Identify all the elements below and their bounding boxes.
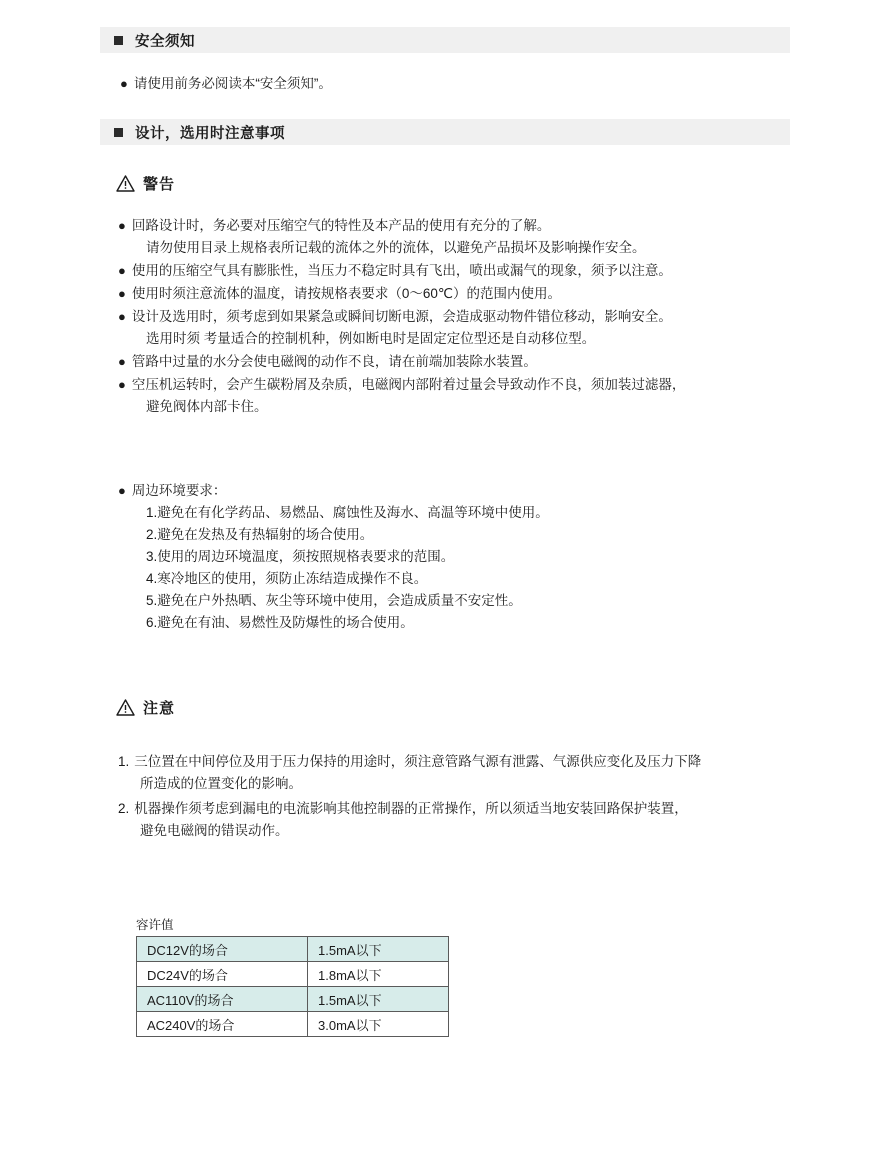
safety-note-text: 请使用前务必阅读本“安全须知”。 (133, 76, 332, 91)
table-cell-voltage: DC12V的场合 (137, 937, 308, 962)
environment-item: 1.避免在有化学药品、易燃品、腐蚀性及海水、高温等环境中使用。 (146, 505, 549, 520)
table-cell-value: 1.8mA以下 (308, 962, 449, 987)
caution-item-subtext: 所造成的位置变化的影响。 (140, 776, 302, 791)
section-header-safety (100, 27, 790, 53)
warning-item (118, 215, 838, 237)
caution-item-subtext: 避免电磁阀的错误动作。 (140, 823, 289, 838)
round-bullet-icon: ● (118, 218, 126, 233)
table-cell-value: 1.5mA以下 (308, 987, 449, 1012)
warning-item-subtext: 请勿使用目录上规格表所记载的流体之外的流体，以避免产品损坏及影响操作安全。 (146, 240, 646, 255)
table-cell-value: 3.0mA以下 (308, 1012, 449, 1037)
warning-item-text: 使用时须注意流体的温度，请按规格表要求（0～60℃）的范围内使用。 (131, 286, 562, 301)
section-header-design (100, 119, 790, 145)
environment-requirements (118, 480, 838, 634)
warning-triangle-icon (116, 699, 135, 716)
table-cell-value: 1.5mA以下 (308, 937, 449, 962)
safety-note-item (120, 73, 820, 95)
round-bullet-icon: ● (118, 309, 126, 324)
round-bullet-icon: ● (118, 483, 126, 498)
table-row (137, 1012, 449, 1037)
warning-label: 警告 (143, 176, 176, 193)
environment-title-row (118, 480, 838, 502)
environment-item: 4.寒冷地区的使用，须防止冻结造成操作不良。 (146, 571, 428, 586)
warning-item-text: 回路设计时，务必要对压缩空气的特性及本产品的使用有充分的了解。 (131, 218, 551, 233)
table-row (137, 937, 449, 962)
warning-triangle-icon (116, 175, 135, 192)
warning-item (118, 260, 838, 282)
round-bullet-icon: ● (120, 76, 128, 91)
table-cell-voltage: DC24V的场合 (137, 962, 308, 987)
warning-item-subtext: 避免阀体内部卡住。 (146, 399, 268, 414)
warning-item (118, 351, 838, 373)
caution-list (118, 750, 858, 842)
caution-item-text: 机器操作须考虑到漏电的电流影响其他控制器的正常操作，所以须适当地安装回路保护装置， (134, 801, 688, 816)
caution-item (118, 750, 858, 773)
square-bullet-icon (114, 36, 123, 45)
environment-title: 周边环境要求： (131, 483, 227, 498)
environment-item: 2.避免在发热及有热辐射的场合使用。 (146, 527, 374, 542)
section-title: 安全须知 (135, 33, 195, 50)
caution-item-index: 1. (118, 754, 130, 769)
caution-label: 注意 (143, 700, 176, 717)
table-row (137, 962, 449, 987)
caution-item (118, 797, 858, 820)
warning-item (118, 306, 838, 328)
warning-item-text: 空压机运转时，会产生碳粉屑及杂质，电磁阀内部附着过量会导致动作不良，须加装过滤器， (131, 377, 686, 392)
square-bullet-icon (114, 128, 123, 137)
caution-item-index: 2. (118, 801, 130, 816)
caution-heading (116, 697, 175, 718)
warning-item-text: 管路中过量的水分会使电磁阀的动作不良，请在前端加装除水装置。 (131, 354, 537, 369)
table-caption: 容许值 (136, 918, 174, 932)
warning-list (118, 215, 838, 418)
warning-item-text: 设计及选用时，须考虑到如果紧急或瞬间切断电源，会造成驱动物件错位移动，影响安全。 (131, 309, 672, 324)
environment-item: 6.避免在有油、易燃性及防爆性的场合使用。 (146, 615, 414, 630)
warning-item (118, 374, 838, 396)
environment-item: 3.使用的周边环境温度，须按照规格表要求的范围。 (146, 549, 455, 564)
table-cell-voltage: AC240V的场合 (137, 1012, 308, 1037)
caution-item-text: 三位置在中间停位及用于压力保持的用途时，须注意管路气源有泄露、气源供应变化及压力下降 (134, 754, 702, 769)
round-bullet-icon: ● (118, 286, 126, 301)
allowance-table (136, 936, 449, 1037)
warning-item-text: 使用的压缩空气具有膨胀性，当压力不稳定时具有飞出，喷出或漏气的现象，须予以注意。 (131, 263, 672, 278)
warning-item-subtext: 选用时须 考量适合的控制机种，例如断电时是固定定位型还是自动移位型。 (146, 331, 596, 346)
section-title: 设计，选用时注意事项 (135, 125, 285, 142)
environment-item: 5.避免在户外热晒、灰尘等环境中使用，会造成质量不安定性。 (146, 593, 522, 608)
table-cell-voltage: AC110V的场合 (137, 987, 308, 1012)
round-bullet-icon: ● (118, 377, 126, 392)
allowance-table-block (136, 915, 449, 1037)
round-bullet-icon: ● (118, 263, 126, 278)
warning-item (118, 283, 838, 305)
round-bullet-icon: ● (118, 354, 126, 369)
table-row (137, 987, 449, 1012)
warning-heading (116, 173, 175, 194)
